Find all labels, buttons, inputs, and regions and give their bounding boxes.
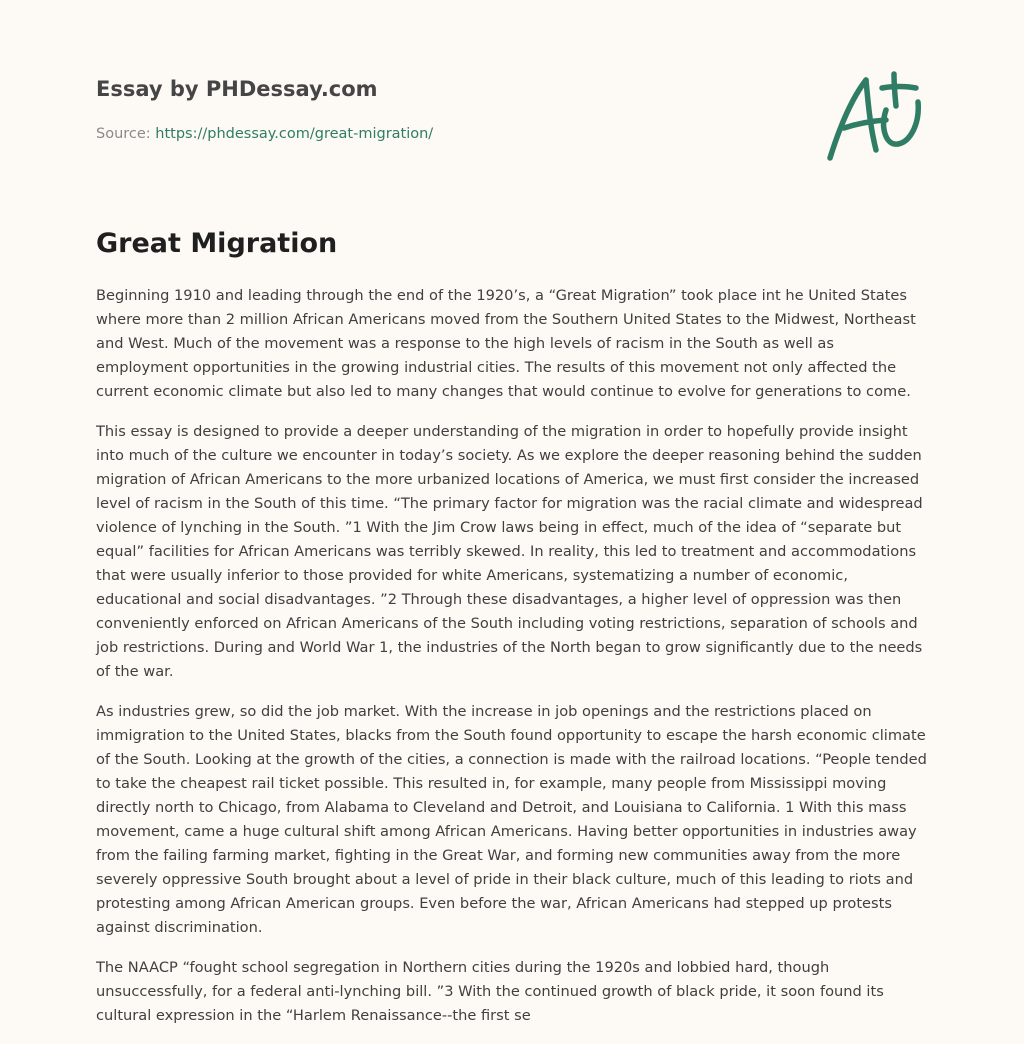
source-link[interactable]: https://phdessay.com/great-migration/ [155, 126, 434, 142]
page-header [96, 74, 796, 144]
a-plus-grade-icon [820, 66, 930, 166]
essay-paragraph: As industries grew, so did the job market. With the increase in job openings and the restrictions placed on immigration to the United States, blacks from the South found opportunity to escape the harsh economic climate of the South. Looking at the growth of the cities, a connection is made with the railroad locations. “People tended to take the cheapest rail ticket possible. This resulted in, for example, many people from Mississippi moving directly north to Chicago, from Alabama to Cleveland and Detroit, and Louisiana to California. 1 With this mass movement, came a huge cultural shift among African Americans. Having better opportunities in industries away from the failing farming market, fighting in the Great War, and forming new communities away from the more severely oppressive South brought about a level of pride in their black culture, much of this leading to riots and protesting among African American groups. Even before the war, African Americans had stepped up protests against discrimination. [96, 703, 927, 936]
source-line [96, 124, 796, 144]
essay-paragraph: Beginning 1910 and leading through the end of the 1920’s, a “Great Migration” took place int he United States where more than 2 million African Americans moved from the Southern United States to the Midwest, Northeast and West. Much of the movement was a response to the high levels of racism in the South as well as employment opportunities in the growing industrial cities. The results of this movement not only affected the current economic climate but also led to many changes that would continue to evolve for generations to come. [96, 287, 916, 400]
essay-body [96, 284, 928, 1044]
essay-paragraph: This essay is designed to provide a deeper understanding of the migration in order to hopefully provide insight into much of the culture we encounter in today’s society. As we explore the deeper reasoning behind the sudden migration of African Americans to the more urbanized locations of America, we must first consider the increased level of racism in the South of this time. “The primary factor for migration was the racial climate and widespread violence of lynching in the South. ”1 With the Jim Crow laws being in effect, much of the idea of “separate but equal” facilities for African Americans was terribly skewed. In reality, this led to treatment and accommodations that were usually inferior to those provided for white Americans, systematizing a number of economic, educational and social disadvantages. ”2 Through these disadvantages, a higher level of oppression was then conveniently enforced on African Americans of the South including voting restrictions, separation of schools and job restrictions. During and World War 1, the industries of the North began to grow significantly due to the needs of the war. [96, 423, 923, 680]
source-label: Source: [96, 126, 151, 142]
essay-title: Great Migration [96, 228, 338, 259]
essay-paragraph: The NAACP “fought school segregation in Northern cities during the 1920s and lobbied hard, though unsuccessfully, for a federal anti-lynching bill. ”3 With the continued growth of black pride, it soon found its cultural expression in the “Harlem Renaissance--the first se [96, 959, 884, 1024]
a-plus-logo-svg [820, 66, 930, 166]
site-title: Essay by PHDessay.com [96, 77, 378, 101]
